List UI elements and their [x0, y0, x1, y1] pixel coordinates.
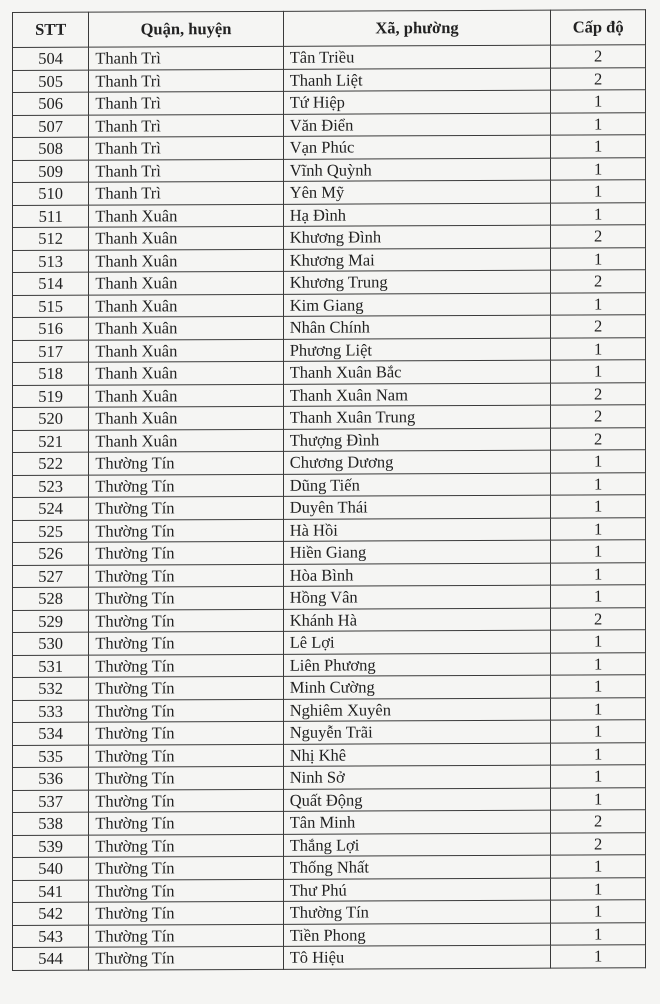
header-stt: STT — [13, 12, 89, 47]
cell-district: Thanh Xuân — [89, 406, 283, 429]
cell-district: Thanh Xuân — [89, 316, 283, 339]
cell-level: 1 — [551, 877, 646, 900]
header-district: Quận, huyện — [89, 11, 283, 47]
table-row — [13, 652, 646, 677]
table-body — [13, 45, 646, 970]
cell-level: 1 — [551, 855, 646, 878]
table-row — [13, 360, 646, 385]
cell-stt: 505 — [13, 70, 89, 93]
cell-ward: Văn Điển — [283, 113, 551, 137]
cell-district: Thường Tín — [89, 744, 283, 767]
cell-level: 2 — [551, 45, 646, 68]
cell-ward: Khương Đình — [283, 225, 551, 249]
table-row — [13, 765, 646, 790]
cell-level: 1 — [551, 675, 646, 698]
cell-district: Thanh Xuân — [89, 226, 283, 249]
table-row — [13, 922, 646, 947]
cell-district: Thường Tín — [89, 766, 283, 789]
table-row — [13, 697, 646, 722]
cell-level: 2 — [551, 832, 646, 855]
table-row — [13, 675, 646, 700]
cell-level: 1 — [551, 157, 646, 180]
table-row — [13, 495, 646, 520]
cell-ward: Tiền Phong — [283, 923, 551, 947]
table-row — [13, 157, 646, 182]
cell-stt: 531 — [13, 655, 89, 678]
cell-district: Thường Tín — [89, 541, 283, 564]
cell-district: Thường Tín — [89, 856, 283, 879]
table-row — [13, 180, 646, 205]
cell-district: Thường Tín — [89, 676, 283, 699]
cell-level: 1 — [551, 292, 646, 315]
cell-ward: Nhị Khê — [283, 743, 551, 767]
cell-stt: 523 — [13, 475, 89, 498]
cell-level: 1 — [551, 90, 646, 113]
table-row — [13, 427, 646, 452]
cell-stt: 535 — [13, 745, 89, 768]
cell-stt: 534 — [13, 722, 89, 745]
cell-level: 1 — [551, 720, 646, 743]
cell-district: Thường Tín — [89, 496, 283, 519]
table-row — [13, 112, 646, 137]
cell-ward: Thanh Liệt — [283, 68, 551, 92]
cell-level: 1 — [551, 180, 646, 203]
cell-stt: 528 — [13, 587, 89, 610]
cell-ward: Yên Mỹ — [283, 180, 551, 204]
cell-district: Thanh Trì — [89, 91, 283, 114]
cell-stt: 543 — [13, 925, 89, 948]
cell-level: 1 — [551, 517, 646, 540]
cell-level: 1 — [551, 562, 646, 585]
table-row — [13, 225, 646, 250]
cell-stt: 514 — [13, 272, 89, 295]
cell-ward: Thống Nhất — [283, 855, 551, 879]
cell-ward: Thanh Xuân Trung — [283, 405, 551, 429]
cell-ward: Lê Lợi — [283, 630, 551, 654]
cell-ward: Chương Dương — [283, 450, 551, 474]
table-row — [13, 45, 646, 70]
cell-level: 2 — [551, 427, 646, 450]
table-row — [13, 337, 646, 362]
cell-level: 1 — [551, 247, 646, 270]
cell-ward: Tân Triều — [283, 45, 551, 69]
cell-stt: 515 — [13, 295, 89, 318]
cell-stt: 541 — [13, 880, 89, 903]
cell-ward: Khương Trung — [283, 270, 551, 294]
cell-level: 1 — [551, 472, 646, 495]
table-row — [13, 945, 646, 970]
cell-district: Thường Tín — [89, 654, 283, 677]
header-ward: Xã, phường — [283, 10, 551, 46]
cell-district: Thanh Xuân — [89, 271, 283, 294]
cell-stt: 517 — [13, 340, 89, 363]
cell-level: 1 — [551, 697, 646, 720]
cell-level: 1 — [551, 945, 646, 968]
cell-level: 1 — [551, 922, 646, 945]
table-row — [13, 202, 646, 227]
cell-stt: 510 — [13, 182, 89, 205]
table-header-row — [13, 10, 646, 48]
cell-stt: 521 — [13, 430, 89, 453]
cell-ward: Khánh Hà — [283, 608, 551, 632]
cell-ward: Minh Cường — [283, 675, 551, 699]
cell-stt: 525 — [13, 520, 89, 543]
cell-stt: 506 — [13, 92, 89, 115]
cell-district: Thường Tín — [89, 609, 283, 632]
cell-district: Thanh Xuân — [89, 294, 283, 317]
cell-district: Thường Tín — [89, 631, 283, 654]
table-row — [13, 585, 646, 610]
table-row — [13, 472, 646, 497]
cell-district: Thường Tín — [89, 901, 283, 924]
cell-stt: 507 — [13, 115, 89, 138]
cell-level: 1 — [551, 742, 646, 765]
cell-stt: 504 — [13, 47, 89, 70]
cell-ward: Liên Phương — [283, 653, 551, 677]
table-row — [13, 540, 646, 565]
table-row — [13, 630, 646, 655]
cell-ward: Hòa Bình — [283, 563, 551, 587]
cell-level: 1 — [551, 652, 646, 675]
cell-level: 2 — [551, 810, 646, 833]
table-row — [13, 135, 646, 160]
cell-stt: 532 — [13, 677, 89, 700]
cell-level: 1 — [551, 765, 646, 788]
cell-level: 1 — [551, 112, 646, 135]
cell-stt: 536 — [13, 767, 89, 790]
table-row — [13, 787, 646, 812]
cell-district: Thanh Xuân — [89, 429, 283, 452]
cell-level: 1 — [551, 585, 646, 608]
cell-district: Thường Tín — [89, 519, 283, 542]
cell-ward: Nghiêm Xuyên — [283, 698, 551, 722]
cell-stt: 527 — [13, 565, 89, 588]
cell-district: Thanh Xuân — [89, 204, 283, 227]
cell-district: Thường Tín — [89, 451, 283, 474]
cell-level: 1 — [551, 900, 646, 923]
cell-ward: Hồng Vân — [283, 585, 551, 609]
cell-ward: Hà Hồi — [283, 518, 551, 542]
cell-district: Thanh Trì — [89, 46, 283, 69]
cell-stt: 524 — [13, 497, 89, 520]
cell-stt: 509 — [13, 160, 89, 183]
cell-ward: Thanh Xuân Nam — [283, 383, 551, 407]
cell-ward: Ninh Sở — [283, 765, 551, 789]
cell-level: 2 — [551, 225, 646, 248]
cell-level: 2 — [551, 382, 646, 405]
cell-district: Thường Tín — [89, 564, 283, 587]
cell-level: 2 — [551, 315, 646, 338]
table-row — [13, 270, 646, 295]
cell-district: Thanh Trì — [89, 159, 283, 182]
cell-level: 2 — [551, 67, 646, 90]
cell-stt: 526 — [13, 542, 89, 565]
cell-district: Thường Tín — [89, 586, 283, 609]
cell-level: 1 — [551, 630, 646, 653]
cell-district: Thường Tín — [89, 924, 283, 947]
cell-stt: 519 — [13, 385, 89, 408]
cell-level: 1 — [551, 495, 646, 518]
header-level: Cấp độ — [551, 10, 646, 45]
cell-stt: 508 — [13, 137, 89, 160]
cell-level: 1 — [551, 787, 646, 810]
cell-stt: 516 — [13, 317, 89, 340]
table-row — [13, 67, 646, 92]
cell-stt: 542 — [13, 902, 89, 925]
table-row — [13, 720, 646, 745]
table-row — [13, 877, 646, 902]
cell-level: 2 — [551, 405, 646, 428]
cell-ward: Tân Minh — [283, 810, 551, 834]
cell-ward: Phương Liệt — [283, 338, 551, 362]
table-row — [13, 562, 646, 587]
ward-level-table — [12, 9, 646, 970]
cell-ward: Khương Mai — [283, 248, 551, 272]
cell-stt: 513 — [13, 250, 89, 273]
cell-stt: 512 — [13, 227, 89, 250]
cell-ward: Nhân Chính — [283, 315, 551, 339]
cell-ward: Dũng Tiến — [283, 473, 551, 497]
cell-stt: 511 — [13, 205, 89, 228]
table-row — [13, 900, 646, 925]
table-row — [13, 832, 646, 857]
cell-district: Thường Tín — [89, 721, 283, 744]
table-row — [13, 382, 646, 407]
cell-district: Thường Tín — [89, 699, 283, 722]
cell-ward: Nguyễn Trãi — [283, 720, 551, 744]
table-row — [13, 247, 646, 272]
cell-stt: 529 — [13, 610, 89, 633]
cell-ward: Thượng Đình — [283, 428, 551, 452]
cell-district: Thanh Xuân — [89, 249, 283, 272]
cell-district: Thường Tín — [89, 834, 283, 857]
cell-ward: Thắng Lợi — [283, 833, 551, 857]
cell-ward: Quất Động — [283, 788, 551, 812]
cell-district: Thanh Xuân — [89, 384, 283, 407]
cell-district: Thanh Trì — [89, 136, 283, 159]
table-row — [13, 315, 646, 340]
cell-stt: 538 — [13, 812, 89, 835]
cell-district: Thanh Xuân — [89, 339, 283, 362]
cell-district: Thường Tín — [89, 811, 283, 834]
table-row — [13, 855, 646, 880]
cell-level: 1 — [551, 337, 646, 360]
table-row — [13, 292, 646, 317]
cell-level: 1 — [551, 450, 646, 473]
cell-stt: 533 — [13, 700, 89, 723]
table-row — [13, 405, 646, 430]
cell-ward: Hạ Đình — [283, 203, 551, 227]
cell-district: Thanh Xuân — [89, 361, 283, 384]
table-row — [13, 517, 646, 542]
cell-ward: Thanh Xuân Bắc — [283, 360, 551, 384]
cell-district: Thường Tín — [89, 879, 283, 902]
cell-district: Thanh Trì — [89, 181, 283, 204]
cell-stt: 530 — [13, 632, 89, 655]
table-row — [13, 90, 646, 115]
cell-level: 1 — [551, 135, 646, 158]
cell-district: Thanh Trì — [89, 69, 283, 92]
cell-stt: 518 — [13, 362, 89, 385]
cell-stt: 539 — [13, 835, 89, 858]
cell-level: 1 — [551, 540, 646, 563]
cell-ward: Kim Giang — [283, 293, 551, 317]
cell-stt: 520 — [13, 407, 89, 430]
table-row — [13, 607, 646, 632]
cell-level: 1 — [551, 360, 646, 383]
cell-stt: 522 — [13, 452, 89, 475]
cell-level: 2 — [551, 607, 646, 630]
cell-stt: 540 — [13, 857, 89, 880]
cell-district: Thường Tín — [89, 474, 283, 497]
cell-stt: 544 — [13, 947, 89, 970]
cell-level: 2 — [551, 270, 646, 293]
cell-ward: Duyên Thái — [283, 495, 551, 519]
cell-ward: Vạn Phúc — [283, 135, 551, 159]
cell-ward: Thư Phú — [283, 878, 551, 902]
table-row — [13, 450, 646, 475]
cell-level: 1 — [551, 202, 646, 225]
cell-ward: Vĩnh Quỳnh — [283, 158, 551, 182]
table-row — [13, 810, 646, 835]
cell-ward: Hiền Giang — [283, 540, 551, 564]
cell-ward: Tô Hiệu — [283, 945, 551, 969]
cell-stt: 537 — [13, 790, 89, 813]
table-row — [13, 742, 646, 767]
cell-ward: Tứ Hiệp — [283, 90, 551, 114]
cell-district: Thanh Trì — [89, 114, 283, 137]
cell-district: Thường Tín — [89, 789, 283, 812]
cell-district: Thường Tín — [89, 946, 283, 969]
cell-ward: Thường Tín — [283, 900, 551, 924]
